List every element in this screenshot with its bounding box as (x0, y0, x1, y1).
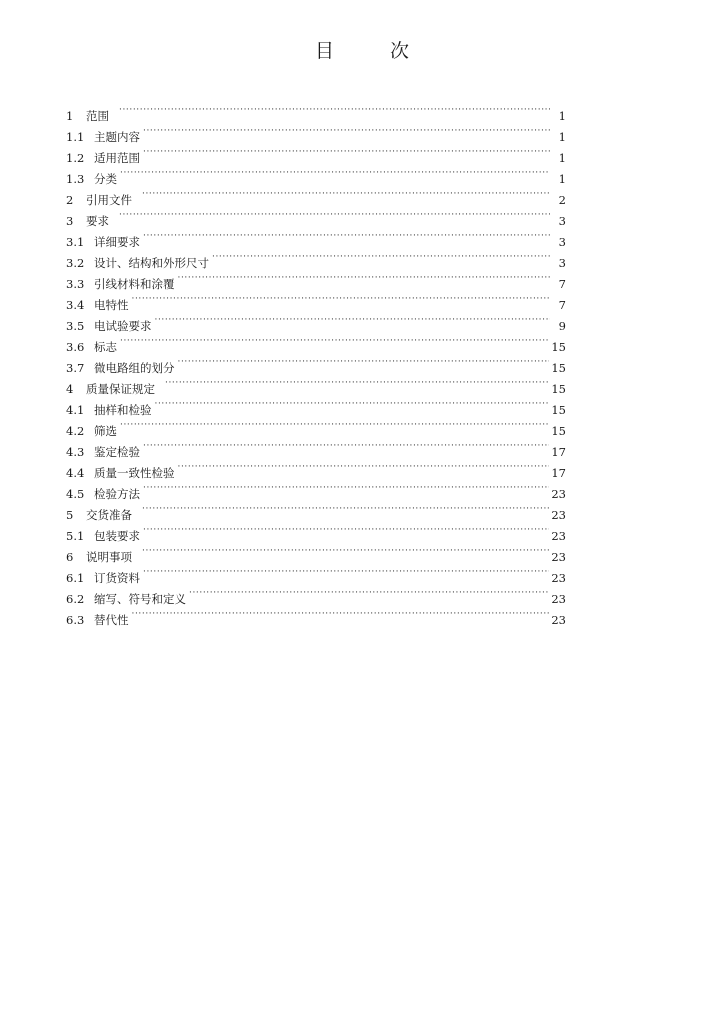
toc-entry-leader-dots (143, 519, 549, 540)
toc-entry-label: 主题内容 (94, 130, 140, 144)
toc-entry[interactable] (66, 99, 566, 123)
toc-entry-page-number: 23 (551, 550, 566, 564)
toc-entry-number: 4.4 (66, 466, 85, 480)
toc-entry-number: 4.1 (66, 403, 85, 417)
toc-entry-page-number: 15 (551, 361, 566, 375)
toc-entry-leader-dots (155, 393, 550, 414)
toc-entry-leader-dots (212, 246, 550, 267)
toc-entry-page-number: 1 (558, 172, 566, 186)
toc-entry-leader-dots (142, 498, 549, 519)
toc-entry-leader-dots (143, 120, 550, 141)
toc-entry-leader-dots (119, 204, 550, 225)
toc-entry-number: 3.6 (66, 340, 85, 354)
toc-entry-label: 范围 (86, 109, 109, 123)
toc-entry[interactable] (66, 120, 566, 144)
toc-entry-page-number: 3 (558, 235, 566, 249)
toc-entry-number: 3.5 (66, 319, 85, 333)
title-char-2: 次 (390, 40, 410, 62)
toc-entry-leader-dots (189, 582, 549, 603)
toc-entry[interactable] (66, 162, 566, 186)
toc-entry-page-number: 3 (558, 256, 566, 270)
toc-entry-label: 适用范围 (94, 151, 140, 165)
toc-entry-leader-dots (178, 456, 550, 477)
toc-entry-page-number: 1 (558, 151, 566, 165)
toc-entry[interactable] (66, 309, 566, 333)
toc-entry[interactable] (66, 603, 566, 627)
toc-entry-label: 交货准备 (86, 508, 132, 522)
toc-entry-number: 3 (66, 214, 74, 228)
toc-entry-label: 筛选 (94, 424, 117, 438)
toc-entry-number: 4.5 (66, 487, 85, 501)
toc-entry-leader-dots (143, 561, 549, 582)
toc-entry-leader-dots (178, 351, 550, 372)
toc-entry-label: 质量一致性检验 (94, 466, 175, 480)
toc-entry-leader-dots (155, 309, 551, 330)
toc-entry-label: 电特性 (94, 298, 129, 312)
toc-entry[interactable] (66, 288, 566, 312)
toc-entry-label: 引用文件 (86, 193, 132, 207)
toc-entry-number: 3.3 (66, 277, 85, 291)
toc-entry-leader-dots (142, 540, 549, 561)
title-char-1: 目 (314, 40, 334, 62)
toc-entry-leader-dots (165, 372, 549, 393)
toc-entry-number: 1 (66, 109, 74, 123)
toc-entry-page-number: 15 (551, 424, 566, 438)
toc-entry-page-number: 23 (551, 529, 566, 543)
toc-entry-number: 3.4 (66, 298, 85, 312)
toc-entry[interactable] (66, 204, 566, 228)
toc-entry-page-number: 23 (551, 508, 566, 522)
toc-entry-label: 要求 (86, 214, 109, 228)
toc-entry-number: 2 (66, 193, 74, 207)
toc-entry-label: 检验方法 (94, 487, 140, 501)
toc-entry-leader-dots (120, 162, 550, 183)
toc-entry-page-number: 15 (551, 340, 566, 354)
toc-entry[interactable] (66, 183, 566, 207)
toc-entry[interactable] (66, 330, 566, 354)
toc-entry[interactable] (66, 351, 566, 375)
toc-entry-number: 3.7 (66, 361, 85, 375)
toc-entry-label: 替代性 (94, 613, 129, 627)
toc-entry-label: 引线材料和涂覆 (94, 277, 175, 291)
toc-entry-page-number: 3 (558, 214, 566, 228)
toc-entry-page-number: 7 (558, 277, 566, 291)
toc-entry-page-number: 2 (558, 193, 566, 207)
toc-entry-label: 电试验要求 (94, 319, 152, 333)
toc-entry-number: 4.2 (66, 424, 85, 438)
toc-entry-number: 5 (66, 508, 74, 522)
toc-entry-number: 1.3 (66, 172, 85, 186)
table-of-contents (66, 99, 566, 627)
toc-entry-label: 设计、结构和外形尺寸 (94, 256, 209, 270)
toc-entry-label: 缩写、符号和定义 (94, 592, 186, 606)
toc-entry[interactable] (66, 435, 566, 459)
toc-entry-leader-dots (120, 414, 549, 435)
toc-entry-label: 质量保证规定 (86, 382, 155, 396)
toc-entry-page-number: 23 (551, 592, 566, 606)
toc-entry-label: 说明事项 (86, 550, 132, 564)
toc-entry-number: 5.1 (66, 529, 85, 543)
toc-entry-page-number: 1 (558, 109, 566, 123)
toc-entry-label: 详细要求 (94, 235, 140, 249)
toc-entry-label: 鉴定检验 (94, 445, 140, 459)
page-title (0, 36, 724, 63)
toc-entry-page-number: 9 (558, 319, 566, 333)
toc-entry[interactable] (66, 414, 566, 438)
toc-entry-leader-dots (143, 477, 549, 498)
toc-entry-label: 抽样和检验 (94, 403, 152, 417)
toc-entry-leader-dots (142, 183, 550, 204)
toc-entry-number: 6 (66, 550, 74, 564)
toc-entry-label: 分类 (94, 172, 117, 186)
toc-entry[interactable] (66, 225, 566, 249)
toc-entry-number: 4 (66, 382, 74, 396)
toc-entry-leader-dots (132, 288, 551, 309)
toc-entry-page-number: 15 (551, 403, 566, 417)
toc-entry-number: 6.3 (66, 613, 85, 627)
toc-entry-leader-dots (143, 225, 550, 246)
toc-entry-label: 包装要求 (94, 529, 140, 543)
toc-entry-number: 3.2 (66, 256, 85, 270)
toc-entry-number: 3.1 (66, 235, 85, 249)
toc-entry-page-number: 23 (551, 571, 566, 585)
toc-entry-page-number: 23 (551, 487, 566, 501)
toc-entry-number: 4.3 (66, 445, 85, 459)
toc-entry-page-number: 23 (551, 613, 566, 627)
toc-entry-leader-dots (143, 141, 550, 162)
toc-entry-number: 1.1 (66, 130, 85, 144)
toc-entry-page-number: 15 (551, 382, 566, 396)
toc-entry-number: 6.2 (66, 592, 85, 606)
toc-entry-number: 6.1 (66, 571, 85, 585)
toc-entry-page-number: 17 (551, 466, 566, 480)
toc-entry-label: 订货资料 (94, 571, 140, 585)
toc-entry-page-number: 7 (558, 298, 566, 312)
toc-entry-label: 标志 (94, 340, 117, 354)
toc-entry-leader-dots (120, 330, 549, 351)
toc-entry-number: 1.2 (66, 151, 85, 165)
toc-entry-page-number: 1 (558, 130, 566, 144)
toc-entry-leader-dots (178, 267, 551, 288)
toc-entry-leader-dots (119, 99, 550, 120)
toc-entry-page-number: 17 (551, 445, 566, 459)
toc-entry-leader-dots (132, 603, 550, 624)
toc-entry-label: 微电路组的划分 (94, 361, 175, 375)
toc-entry-leader-dots (143, 435, 549, 456)
